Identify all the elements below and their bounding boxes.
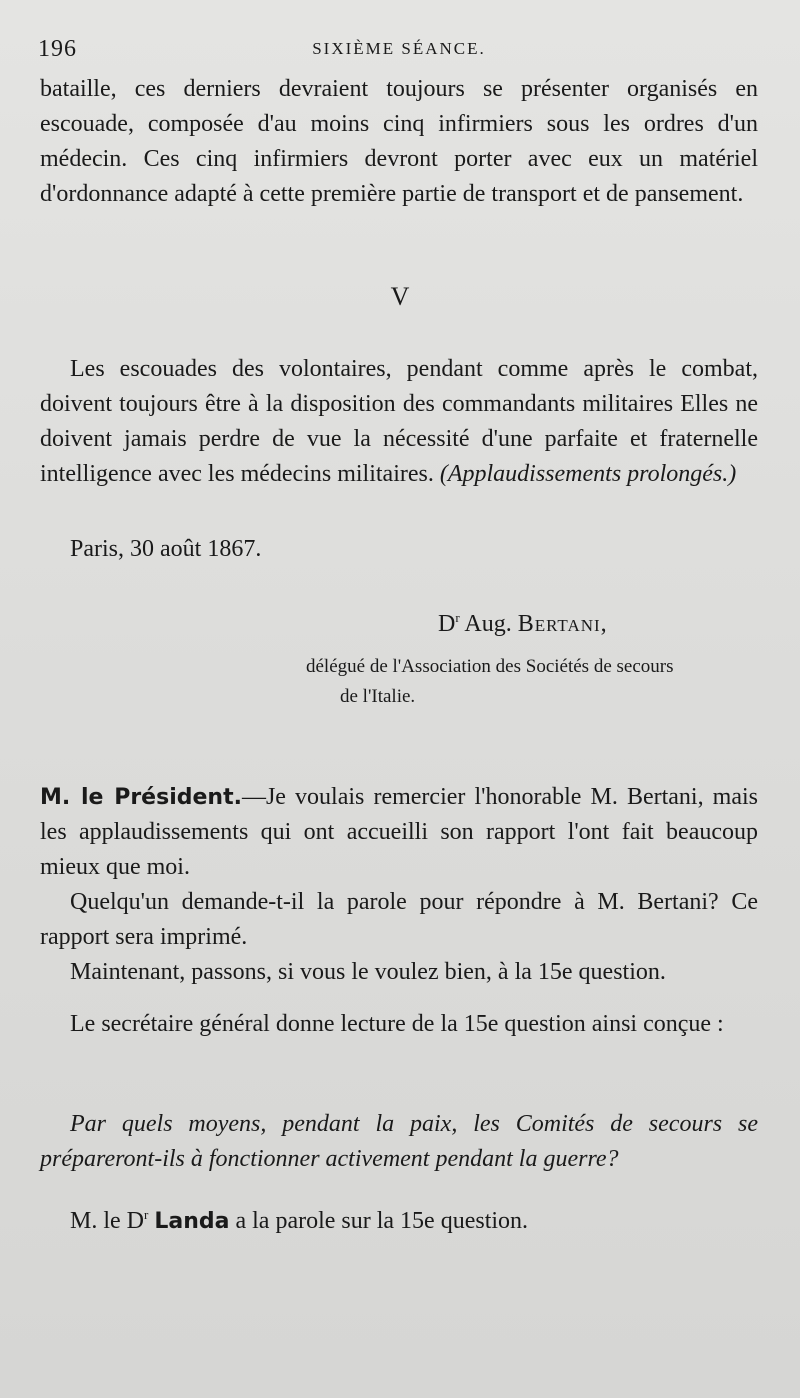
- question-line: Quelqu'un demande-t-il la parole pour répondre à M. Bertani? Ce rapport sera imprimé.: [40, 889, 758, 950]
- affiliation-line-1: délégué de l'Association des Sociétés de secours: [306, 656, 674, 677]
- speaker-president: M. le Président.: [40, 785, 242, 810]
- paragraph-continuation: bataille, ces derniers devraient toujours se présenter organisés en escouade, composée d'au moins cinq infirmiers sous les ordres d'un médecin. Ces cinq infirmiers devront porter avec eux un matériel d'ordonnance adapté à cette première partie de transport et de pansement.: [40, 76, 758, 207]
- signature: [438, 610, 608, 638]
- next-question-line: Maintenant, passons, si vous le voulez bien, à la 15e question.: [70, 959, 666, 985]
- running-title: SIXIÈME SÉANCE.: [312, 39, 486, 58]
- landa-line: [40, 1197, 758, 1239]
- signature-title: D: [438, 611, 456, 637]
- question-15-italic: Par quels moyens, pendant la paix, les Comités de secours se prépareront-ils à fonctionner activement pendant la guerre?: [40, 1111, 758, 1172]
- landa-prefix: M. le D: [70, 1208, 144, 1234]
- affiliation-line-2: de l'Italie.: [340, 686, 416, 707]
- landa-suffix: a la parole sur la 15e question.: [235, 1208, 529, 1234]
- dateline: Paris, 30 août 1867.: [70, 536, 262, 562]
- secretary-line: Le secrétaire général donne lecture de la 15e question ainsi conçue :: [70, 1011, 724, 1037]
- paragraph-escouades-text: Les escouades des volontaires, pendant comme après le combat, doivent toujours être à la disposition des commandants militaires Elles ne doivent jamais perdre de vue la nécessité d'une parfaite et fraternelle intelligence avec les médecins militaires.: [40, 356, 758, 487]
- signature-title-sup: r: [455, 610, 460, 625]
- signature-affiliation: [306, 652, 764, 712]
- signature-first-name: Aug.: [464, 611, 512, 637]
- speaker-landa: Landa: [154, 1209, 230, 1234]
- applause-note: (Applaudissements prolongés.): [439, 461, 737, 487]
- signature-last-name: Bertani,: [517, 611, 608, 637]
- paragraph-escouades: [40, 352, 758, 492]
- president-remark-text: —Je voulais remercier l'honorable M. Bertani, mais les applaudissements qui ont accueilli son rapport l'ont fait beaucoup mieux que moi.: [40, 784, 758, 880]
- question-15-text: [40, 1107, 758, 1177]
- section-numeral: V: [390, 282, 410, 311]
- page-number: 196: [38, 36, 77, 62]
- president-remark: [40, 780, 758, 885]
- landa-title-sup: r: [144, 1207, 149, 1222]
